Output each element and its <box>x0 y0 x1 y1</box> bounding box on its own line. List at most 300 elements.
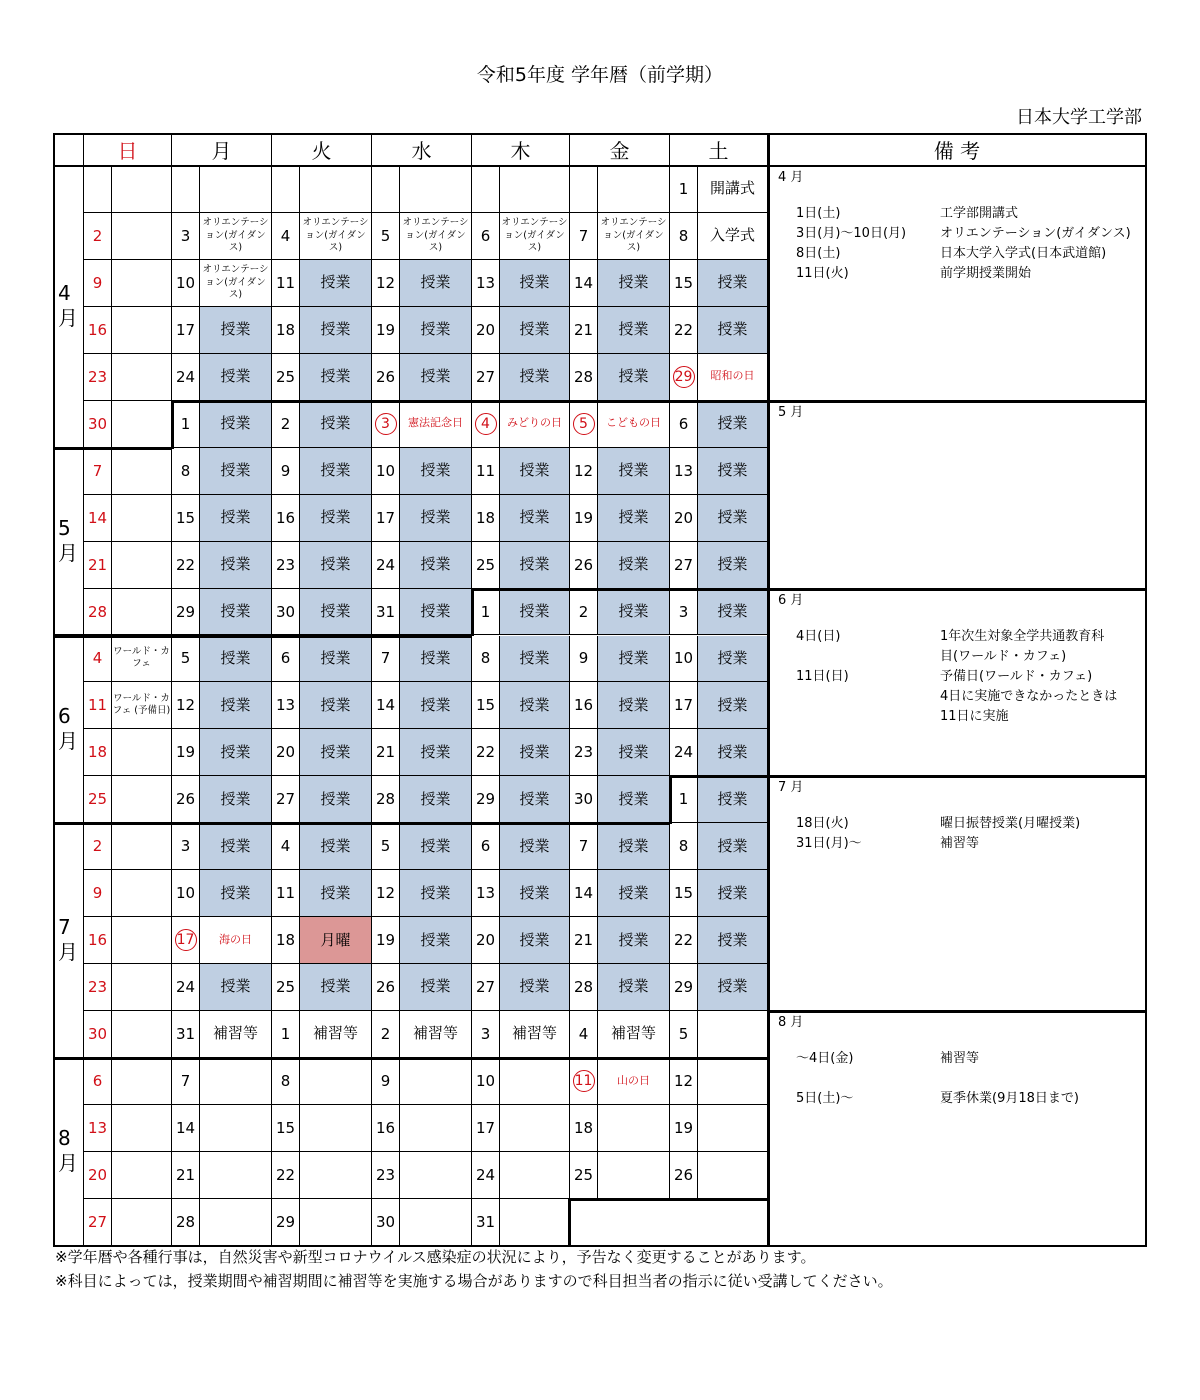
day-number: 31 <box>472 1199 500 1246</box>
sunday-event <box>112 589 172 636</box>
day-event: 授業 <box>598 917 670 964</box>
day-number: 24 <box>172 964 200 1011</box>
day-event <box>400 1058 472 1105</box>
day-number: 28 <box>372 776 400 823</box>
frame-right <box>1145 133 1147 1247</box>
month-border <box>669 775 672 824</box>
remarks-date: 5日(土)～ <box>796 1091 854 1107</box>
day-number: 19 <box>372 917 400 964</box>
remarks-text: 11日に実施 <box>940 708 1009 724</box>
day-event: 授業 <box>698 823 768 870</box>
day-number: 31 <box>372 589 400 636</box>
day-number: 6 <box>272 636 300 683</box>
sunday-event <box>112 307 172 354</box>
day-number: 4 <box>84 636 112 683</box>
calendar-grid <box>53 133 1147 1247</box>
day-event <box>300 166 372 213</box>
day-number <box>172 917 200 964</box>
remarks-month: 7 月 <box>778 780 804 796</box>
day-number: 30 <box>372 1199 400 1246</box>
day-number: 4 <box>272 823 300 870</box>
remarks-text: 補習等 <box>940 1051 980 1067</box>
day-event: 授業 <box>698 870 768 917</box>
day-number: 19 <box>372 307 400 354</box>
day-event: 授業 <box>598 729 670 776</box>
sunday-event <box>112 260 172 307</box>
day-event: 補習等 <box>300 1011 372 1058</box>
month-border <box>172 400 1147 403</box>
day-number: 23 <box>272 542 300 589</box>
footer-note-2: ※科目によっては，授業期間や補習期間に補習等を実施する場合がありますので科目担当者の指示に従い受講してください。 <box>55 1272 893 1290</box>
day-event: 授業 <box>598 823 670 870</box>
day-number: 18 <box>84 729 112 776</box>
day-number: 10 <box>372 448 400 495</box>
day-event: 授業 <box>300 542 372 589</box>
day-number: 28 <box>570 354 598 401</box>
day-event: 補習等 <box>500 1011 570 1058</box>
day-number: 9 <box>84 260 112 307</box>
sunday-event <box>112 448 172 495</box>
day-number: 25 <box>570 1152 598 1199</box>
remarks-text: 工学部開講式 <box>940 206 1019 221</box>
remarks-month: 4 月 <box>778 170 804 185</box>
day-event: 授業 <box>300 964 372 1011</box>
day-event: オリエンテーション(ガイダンス) <box>200 213 272 260</box>
month-border <box>53 1057 768 1060</box>
sunday-event <box>112 917 172 964</box>
day-number: 20 <box>272 729 300 776</box>
day-number <box>372 401 400 448</box>
month-label: 4 月 <box>53 166 84 448</box>
day-number: 4 <box>570 1011 598 1058</box>
day-event: 授業 <box>300 401 372 448</box>
day-number: 13 <box>670 448 698 495</box>
day-number: 20 <box>670 495 698 542</box>
day-event <box>300 1152 372 1199</box>
day-event <box>400 166 472 213</box>
day-event: 授業 <box>200 636 272 683</box>
day-event: 授業 <box>598 776 670 823</box>
day-event: 授業 <box>500 260 570 307</box>
remarks-date: 4日(日) <box>796 628 841 644</box>
day-event: 授業 <box>500 776 570 823</box>
day-number: 22 <box>472 729 500 776</box>
sunday-event <box>112 1199 172 1246</box>
day-event <box>500 1058 570 1105</box>
day-event <box>400 1152 472 1199</box>
sunday-event <box>112 401 172 448</box>
day-number: 24 <box>372 542 400 589</box>
day-number: 19 <box>172 729 200 776</box>
holiday-circle: 17 <box>175 929 197 951</box>
day-event: 授業 <box>200 964 272 1011</box>
sunday-event <box>112 1105 172 1152</box>
day-event: 海の日 <box>200 917 272 964</box>
remarks-text: 曜日振替授業(月曜授業) <box>940 816 1081 832</box>
day-number: 5 <box>172 636 200 683</box>
holiday-circle: 5 <box>573 413 595 435</box>
day-number: 7 <box>172 1058 200 1105</box>
day-number <box>272 166 300 213</box>
day-number: 10 <box>472 1058 500 1105</box>
day-event: 授業 <box>400 260 472 307</box>
day-number: 3 <box>670 589 698 636</box>
day-event <box>698 1011 768 1058</box>
day-event: 授業 <box>698 542 768 589</box>
month-border <box>53 635 472 638</box>
day-number: 17 <box>670 682 698 729</box>
remarks-date: 18日(火) <box>796 816 849 832</box>
day-number: 15 <box>172 495 200 542</box>
remarks-month: 8 月 <box>778 1015 804 1031</box>
day-number: 1 <box>172 401 200 448</box>
day-number: 6 <box>670 401 698 448</box>
day-event: 授業 <box>200 823 272 870</box>
day-number: 14 <box>84 495 112 542</box>
remarks-date <box>796 1069 946 1089</box>
month-label: 8 月 <box>53 1058 84 1246</box>
month-label: 5 月 <box>53 448 84 636</box>
day-event <box>400 1199 472 1246</box>
day-number: 13 <box>472 260 500 307</box>
holiday-circle: 3 <box>375 413 397 435</box>
sunday-event <box>112 1058 172 1105</box>
day-number: 9 <box>372 1058 400 1105</box>
day-event: 授業 <box>200 729 272 776</box>
day-number: 25 <box>272 354 300 401</box>
day-event: 授業 <box>400 307 472 354</box>
day-event: 授業 <box>598 682 670 729</box>
day-event: 授業 <box>400 542 472 589</box>
day-event: 授業 <box>698 307 768 354</box>
day-event: 授業 <box>598 542 670 589</box>
day-number <box>570 1058 598 1105</box>
day-number: 5 <box>372 213 400 260</box>
day-number: 2 <box>84 823 112 870</box>
day-number: 7 <box>570 823 598 870</box>
sunday-event <box>112 542 172 589</box>
day-event: 授業 <box>500 823 570 870</box>
footer-note-1: ※学年暦や各種行事は，自然災害や新型コロナウイルス感染症の状況により，予告なく変更することがあります。 <box>55 1248 816 1266</box>
day-number: 6 <box>84 1058 112 1105</box>
day-event: オリエンテーション(ガイダンス) <box>300 213 372 260</box>
day-number: 20 <box>84 1152 112 1199</box>
month-border <box>53 447 172 450</box>
day-event: 授業 <box>400 729 472 776</box>
day-number: 12 <box>670 1058 698 1105</box>
month-border <box>471 588 474 637</box>
day-number: 7 <box>372 636 400 683</box>
day-number: 29 <box>472 776 500 823</box>
day-number: 8 <box>670 213 698 260</box>
day-number: 27 <box>472 964 500 1011</box>
day-event: 補習等 <box>200 1011 272 1058</box>
day-number: 25 <box>84 776 112 823</box>
day-number: 30 <box>272 589 300 636</box>
remarks-text: 前学期授業開始 <box>940 266 1032 281</box>
day-event: 山の日 <box>598 1058 670 1105</box>
day-number: 29 <box>670 964 698 1011</box>
day-number: 16 <box>84 307 112 354</box>
day-event: 授業 <box>200 307 272 354</box>
day-number: 22 <box>670 917 698 964</box>
remarks-text: 日本大学入学式(日本武道館) <box>940 246 1107 261</box>
day-number: 18 <box>570 1105 598 1152</box>
day-event: 授業 <box>500 448 570 495</box>
header-0: 日 <box>84 133 172 166</box>
day-number: 24 <box>472 1152 500 1199</box>
day-number: 22 <box>272 1152 300 1199</box>
day-event: 授業 <box>698 589 768 636</box>
day-event: みどりの日 <box>500 401 570 448</box>
day-number: 28 <box>570 964 598 1011</box>
day-event: 授業 <box>598 307 670 354</box>
day-event: 授業 <box>698 495 768 542</box>
remarks-text <box>940 1069 1140 1089</box>
day-event: 授業 <box>200 870 272 917</box>
day-event <box>698 1105 768 1152</box>
day-number: 6 <box>472 213 500 260</box>
day-number: 13 <box>472 870 500 917</box>
remarks-date: 11日(火) <box>796 266 849 281</box>
day-event: 授業 <box>300 495 372 542</box>
day-event: 授業 <box>500 495 570 542</box>
day-number: 2 <box>372 1011 400 1058</box>
header-7: 備 考 <box>768 133 1147 166</box>
day-number: 13 <box>272 682 300 729</box>
day-number: 14 <box>372 682 400 729</box>
day-number: 22 <box>172 542 200 589</box>
remarks-text: 夏季休業(9月18日まで) <box>940 1091 1079 1107</box>
day-event: 授業 <box>500 870 570 917</box>
remarks-date <box>796 647 946 667</box>
day-event: 授業 <box>500 636 570 683</box>
day-event: 授業 <box>200 401 272 448</box>
day-event: 授業 <box>400 823 472 870</box>
day-number: 12 <box>372 870 400 917</box>
day-number <box>472 401 500 448</box>
day-event <box>300 1058 372 1105</box>
day-event: 補習等 <box>400 1011 472 1058</box>
day-number: 10 <box>172 870 200 917</box>
sunday-event: ワールド・カフェ (予備日) <box>112 682 172 729</box>
day-event: 授業 <box>400 917 472 964</box>
day-number: 21 <box>84 542 112 589</box>
day-number: 13 <box>84 1105 112 1152</box>
remarks-text: 補習等 <box>940 836 980 852</box>
day-event <box>598 166 670 213</box>
sunday-event <box>112 354 172 401</box>
day-number: 8 <box>472 636 500 683</box>
day-event <box>698 1152 768 1199</box>
sunday-event <box>112 870 172 917</box>
day-number <box>172 166 200 213</box>
day-number: 17 <box>472 1105 500 1152</box>
day-event <box>500 1152 570 1199</box>
day-number: 1 <box>670 166 698 213</box>
day-number: 8 <box>670 823 698 870</box>
day-event: 開講式 <box>698 166 768 213</box>
day-event: 授業 <box>698 260 768 307</box>
header-1: 月 <box>172 133 272 166</box>
day-number: 14 <box>172 1105 200 1152</box>
day-number: 19 <box>570 495 598 542</box>
day-event <box>200 1058 272 1105</box>
day-event: 授業 <box>400 964 472 1011</box>
day-number: 1 <box>670 776 698 823</box>
day-event: 授業 <box>698 636 768 683</box>
header-3: 水 <box>372 133 472 166</box>
day-number: 1 <box>272 1011 300 1058</box>
day-event: 授業 <box>698 729 768 776</box>
day-event <box>200 1105 272 1152</box>
day-event: 授業 <box>500 682 570 729</box>
day-event: 授業 <box>400 495 472 542</box>
day-number: 29 <box>272 1199 300 1246</box>
day-number: 9 <box>84 870 112 917</box>
day-event: 授業 <box>698 964 768 1011</box>
day-number: 11 <box>84 682 112 729</box>
day-number: 29 <box>172 589 200 636</box>
header-2: 火 <box>272 133 372 166</box>
day-number: 2 <box>84 213 112 260</box>
day-event: 授業 <box>200 542 272 589</box>
month-border <box>570 1198 770 1201</box>
day-number: 12 <box>172 682 200 729</box>
day-event: 授業 <box>300 776 372 823</box>
day-number: 23 <box>372 1152 400 1199</box>
day-number: 6 <box>472 823 500 870</box>
day-number: 21 <box>570 917 598 964</box>
day-event <box>200 1199 272 1246</box>
day-event: 授業 <box>598 589 670 636</box>
day-event: 授業 <box>500 729 570 776</box>
holiday-circle: 11 <box>573 1070 595 1092</box>
day-number: 23 <box>84 354 112 401</box>
day-event: 授業 <box>598 636 670 683</box>
day-number: 21 <box>372 729 400 776</box>
remarks-date: 3日(月)～10日(月) <box>796 226 907 241</box>
day-number: 8 <box>172 448 200 495</box>
day-event: 授業 <box>300 448 372 495</box>
sunday-event <box>112 495 172 542</box>
day-event: 授業 <box>200 448 272 495</box>
day-number <box>670 354 698 401</box>
remarks-date <box>796 707 946 727</box>
day-number: 8 <box>272 1058 300 1105</box>
remarks-month: 6 月 <box>778 592 804 608</box>
day-event: 授業 <box>400 589 472 636</box>
remarks-text: 予備日(ワールド・カフェ) <box>940 668 1093 684</box>
header-5: 金 <box>570 133 670 166</box>
day-number: 15 <box>472 682 500 729</box>
day-number: 25 <box>272 964 300 1011</box>
sunday-event <box>112 964 172 1011</box>
day-number: 10 <box>670 636 698 683</box>
sunday-event <box>112 729 172 776</box>
remarks-date: 1日(土) <box>796 206 841 221</box>
day-number: 9 <box>272 448 300 495</box>
day-number: 11 <box>472 448 500 495</box>
remarks-date: 31日(月)～ <box>796 836 862 852</box>
remarks-month: 5 月 <box>778 404 804 420</box>
day-number: 31 <box>172 1011 200 1058</box>
day-number: 19 <box>670 1105 698 1152</box>
day-event: 授業 <box>300 354 372 401</box>
day-number: 18 <box>272 307 300 354</box>
day-event: 授業 <box>300 870 372 917</box>
day-number: 27 <box>670 542 698 589</box>
day-number: 7 <box>84 448 112 495</box>
day-number: 12 <box>372 260 400 307</box>
day-number: 15 <box>670 870 698 917</box>
day-number: 28 <box>84 589 112 636</box>
day-event: 授業 <box>698 776 768 823</box>
day-number: 25 <box>472 542 500 589</box>
day-event: 授業 <box>200 354 272 401</box>
day-event: 授業 <box>500 964 570 1011</box>
remarks-date <box>796 687 946 707</box>
remarks-text: 1年次生対象全学共通教育科 <box>940 628 1105 644</box>
sunday-event <box>112 166 172 213</box>
day-number: 27 <box>472 354 500 401</box>
day-event: 授業 <box>400 682 472 729</box>
sunday-event <box>112 776 172 823</box>
day-event: 授業 <box>500 542 570 589</box>
day-number: 16 <box>272 495 300 542</box>
day-event: 補習等 <box>598 1011 670 1058</box>
day-event: 授業 <box>200 589 272 636</box>
month-label: 6 月 <box>53 636 84 824</box>
day-event: 授業 <box>500 589 570 636</box>
day-number: 21 <box>172 1152 200 1199</box>
day-number: 20 <box>472 307 500 354</box>
day-number: 1 <box>472 589 500 636</box>
day-number: 23 <box>84 964 112 1011</box>
day-number: 11 <box>272 260 300 307</box>
day-event: 授業 <box>200 682 272 729</box>
day-number: 5 <box>372 823 400 870</box>
day-event <box>598 1152 670 1199</box>
day-event: 授業 <box>200 495 272 542</box>
day-number: 20 <box>472 917 500 964</box>
day-event <box>500 166 570 213</box>
day-event: 授業 <box>400 776 472 823</box>
day-event: 授業 <box>200 776 272 823</box>
day-event: 授業 <box>400 870 472 917</box>
day-event <box>598 1105 670 1152</box>
day-event <box>200 166 272 213</box>
day-event: こどもの日 <box>598 401 670 448</box>
day-event <box>500 1199 570 1246</box>
day-number <box>84 166 112 213</box>
day-event <box>698 1058 768 1105</box>
day-number <box>372 166 400 213</box>
day-number <box>570 166 598 213</box>
day-event: 授業 <box>300 307 372 354</box>
month-border <box>670 775 1147 778</box>
day-event: オリエンテーション(ガイダンス) <box>200 260 272 307</box>
day-event: 授業 <box>400 636 472 683</box>
day-number: 17 <box>372 495 400 542</box>
day-number: 17 <box>172 307 200 354</box>
day-event: 憲法記念日 <box>400 401 472 448</box>
day-number: 26 <box>670 1152 698 1199</box>
day-number: 10 <box>172 260 200 307</box>
day-number: 24 <box>670 729 698 776</box>
day-number: 30 <box>84 401 112 448</box>
remarks-text: 4日に実施できなかったときは <box>940 688 1118 704</box>
